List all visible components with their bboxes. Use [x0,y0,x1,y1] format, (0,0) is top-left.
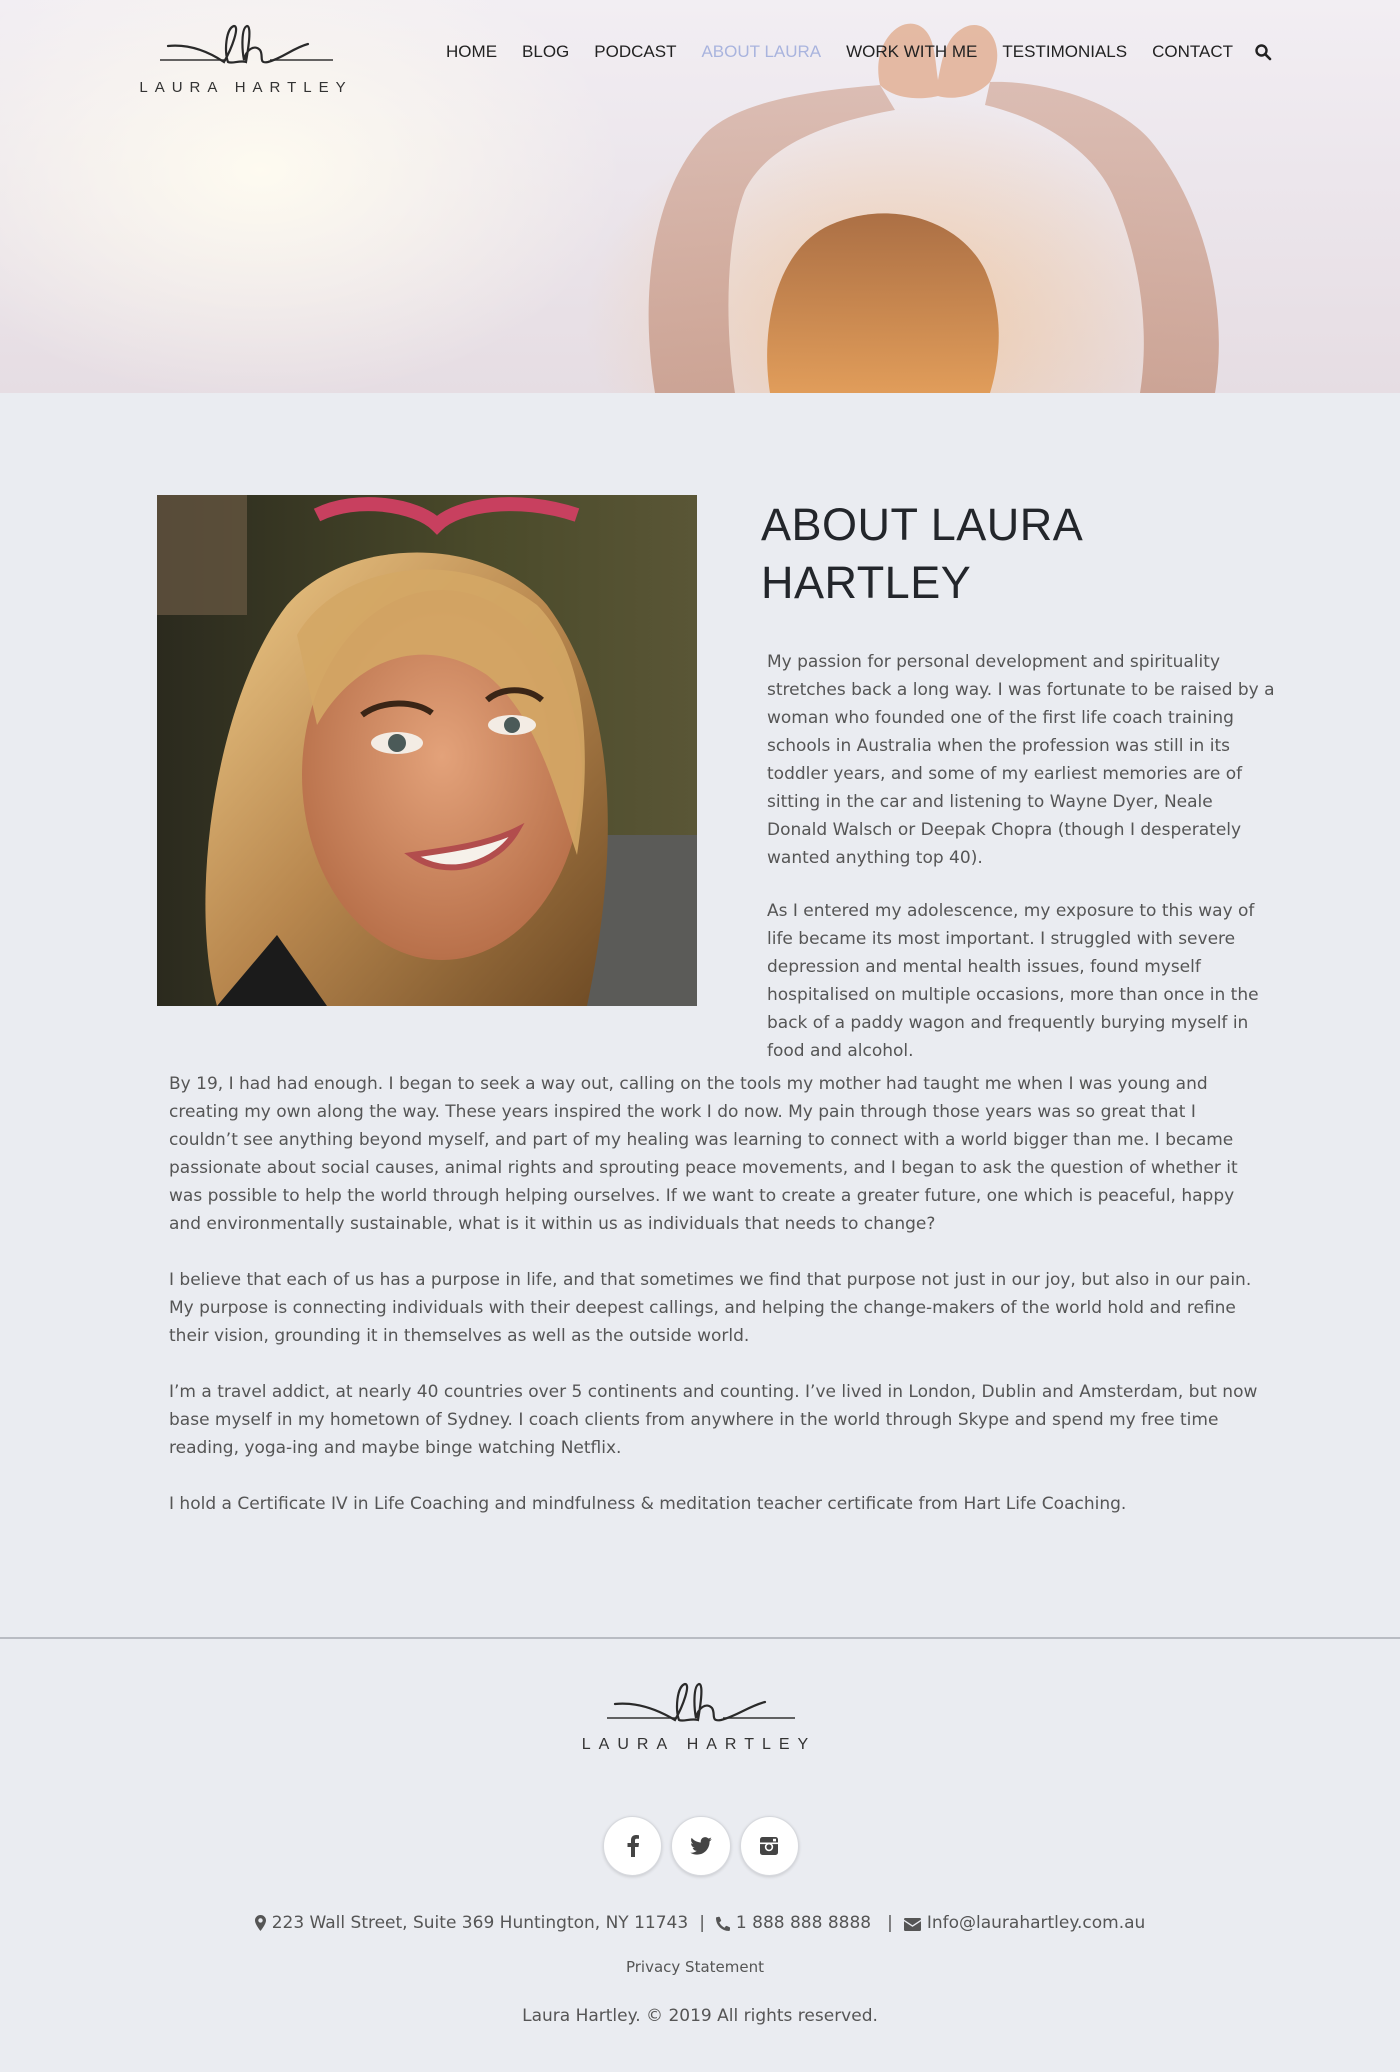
nav-item-work-with-me[interactable]: WORK WITH ME [846,42,978,61]
page-title-line-2: HARTLEY [761,557,972,608]
search-icon[interactable] [1254,43,1272,61]
twitter-button[interactable] [671,1816,730,1876]
nav-item-podcast[interactable]: PODCAST [594,42,677,61]
intro-paragraph: As I entered my adolescence, my exposure to this way of life became its most important. I struggled with severe depression and mental health issues, found myself hospitalised on multiple occasions, more than once in the back of a paddy wagon and frequently burying myself in food and alcohol. [767,901,1259,1061]
about-intro [767,648,1277,1090]
nav-item-contact[interactable]: CONTACT [1152,42,1233,61]
contact-email[interactable]: Info@laurahartley.com.au [926,1913,1146,1933]
intro-paragraph: My passion for personal development and spirituality stretches back a long way. I was fortunate to be raised by a woman who founded one of the first life coach training schools in Australia when the profession was still in its toddler years, and some of my earliest memories are of sitting in the car and listening to Wayne Dyer, Neale Donald Walsch or Deepak Chopra (though I desperately wanted anything top 40). [767,652,1275,868]
footer-divider [0,1637,1400,1639]
contact-separator: | [699,1913,705,1933]
facebook-icon [626,1835,640,1857]
contact-info [0,1910,1400,1936]
story-paragraph: I hold a Certificate IV in Life Coaching and mindfulness & meditation teacher certificate from Hart Life Coaching. [169,1494,1127,1514]
envelope-icon [904,1918,921,1931]
logo-monogram-icon [571,1680,827,1732]
footer-logo[interactable] [571,1680,827,1754]
map-marker-icon [255,1915,266,1931]
facebook-button[interactable] [603,1816,662,1876]
instagram-button[interactable] [740,1816,799,1876]
twitter-icon [690,1837,712,1855]
nav-item-blog[interactable]: BLOG [522,42,570,61]
privacy-statement-link[interactable]: Privacy Statement [625,1958,764,1976]
logo-text: LAURA HARTLEY [139,79,353,96]
contact-separator: | [887,1913,893,1933]
phone-icon [716,1916,730,1931]
contact-address: 223 Wall Street, Suite 369 Huntington, NY 11743 [271,1913,689,1933]
contact-phone[interactable]: 1 888 888 8888 [735,1913,872,1933]
page-title-line-1: ABOUT LAURA [761,499,1084,550]
portrait-photo [157,495,697,1006]
about-story [169,1070,1269,1546]
story-paragraph: I’m a travel addict, at nearly 40 countries over 5 continents and counting. I’ve lived in London, Dublin and Amsterdam, but now base myself in my hometown of Sydney. I coach clients from anywhere in the world through Skype and spend my free time reading, yoga-ing and maybe binge watching Netflix. [169,1382,1258,1458]
nav-item-home[interactable]: HOME [446,42,498,61]
nav-item-testimonials[interactable]: TESTIMONIALS [1002,42,1128,61]
page-title [761,496,1261,612]
copyright: Laura Hartley. © 2019 All rights reserved. [522,2006,878,2026]
social-links [603,1816,799,1876]
nav-item-about-laura[interactable]: ABOUT LAURA [701,42,822,61]
footer-logo-text: LAURA HARTLEY [581,1736,817,1753]
site-logo[interactable] [128,20,364,96]
main-nav [421,40,1272,64]
hero-banner [0,0,1400,393]
story-paragraph: I believe that each of us has a purpose in life, and that sometimes we find that purpose not just in our joy, but also in our pain. My purpose is connecting individuals with their deepest callings, and helping the change-makers of the world hold and refine their vision, grounding it in themselves as well as the outside world. [169,1270,1252,1346]
portrait-image [157,495,697,1006]
logo-monogram-icon [128,20,364,76]
story-paragraph: By 19, I had had enough. I began to seek a way out, calling on the tools my mother had taught me when I was young and creating my own along the way. These years inspired the work I do now. My pain through those years was so great that I couldn’t see anything beyond myself, and part of my healing was learning to connect with a world bigger than me. I became passionate about social causes, animal rights and sprouting peace movements, and I began to ask the question of whether it was possible to help the world through helping ourselves. If we want to create a greater future, one which is peaceful, happy and environmentally sustainable, what is it within us as individuals that needs to change? [169,1074,1238,1234]
instagram-icon [759,1836,779,1856]
